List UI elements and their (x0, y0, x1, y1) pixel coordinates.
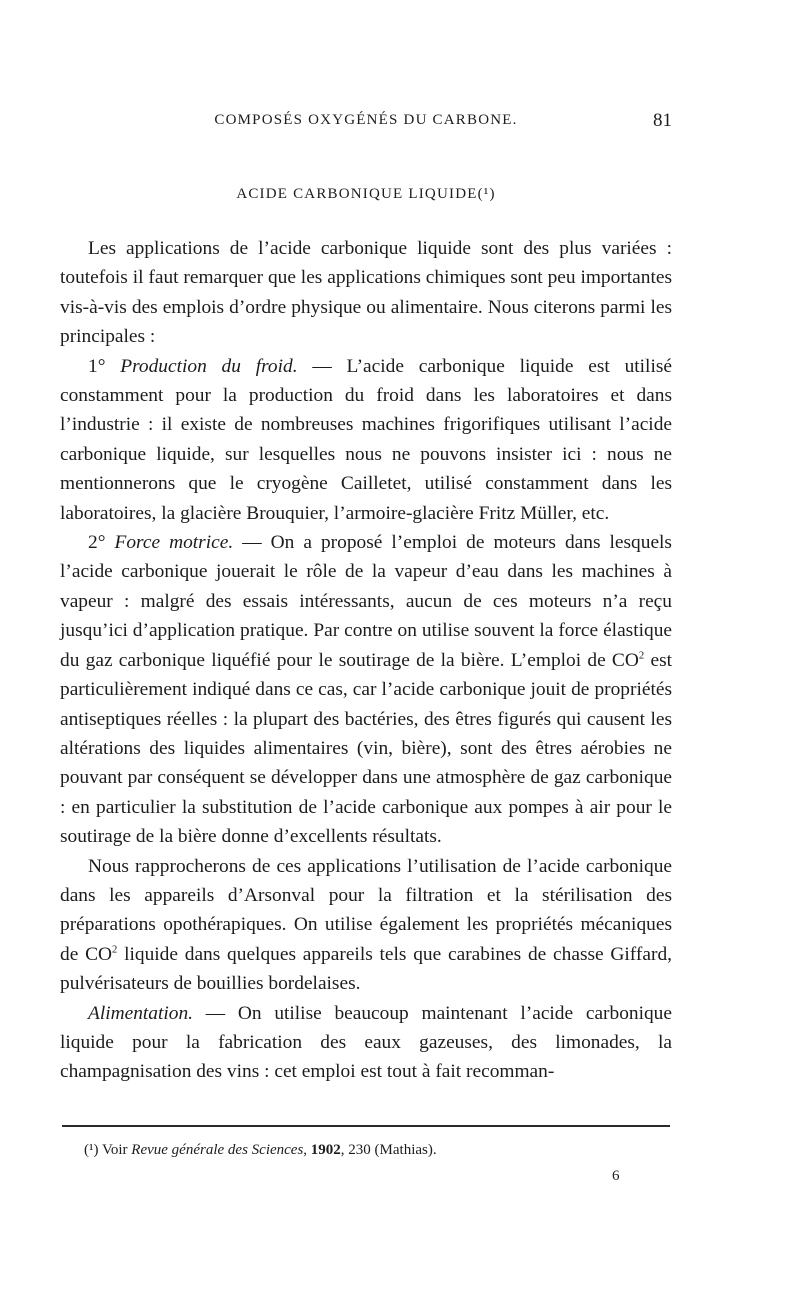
item-text-continued: est particulièrement indiqué dans ce cas, car l’acide carbonique jouit de propriétés antiseptiques réelles : la plupart des bactéries, des êtres figurés qui causent les altérations des liquides alimentaires (vin, bière), sont des êtres aérobies ne pouvant par conséquent se développer dans une atmosphère de gaz carbonique : en particulier la substitution de l’acide carbonique aux pompes à air pour le soutirage de la bière donne d’excellents résultats. (60, 649, 672, 848)
body-text (60, 234, 672, 1087)
footnote-separator: , (303, 1142, 311, 1158)
section-footnote-ref: (¹) (477, 186, 496, 202)
item-heading: Force motrice. (114, 532, 234, 554)
footnote-lead: Voir (98, 1142, 132, 1158)
paragraph-text-continued: liquide dans quelques appareils tels que carabines de chasse Giffard, pulvérisateurs de bouillies bordelaises. (60, 943, 672, 995)
paragraph-text: Nous rapprocherons de ces applications l’utilisation de l’acide carbonique dans les appareils d’Arsonval pour la filtration et la stérilisation des préparations opothérapiques. On utilise également les propriétés mécaniques de CO (60, 855, 672, 965)
page-number: 81 (653, 110, 672, 131)
footnote-rest: , 230 (Mathias). (340, 1142, 437, 1158)
item-number: 2° (88, 532, 106, 554)
item-text: — L’acide carbonique liquide est utilisé constamment pour la production du froid dans les laboratoires et dans l’industrie : il existe de nombreuses machines frigorifiques utilisant l’acide carbonique liquide, sur lesquelles nous ne pouvons insister ici : nous ne mentionnerons que le cryogène Cailletet, utilisé constamment dans les laboratoires, la glacière Brouquier, l’armoire-glacière Fritz Müller, etc. (60, 355, 672, 524)
paragraph-alimentation (60, 999, 672, 1087)
paragraph-force-motrice (60, 528, 672, 851)
footnote-journal: Revue générale des Sciences (131, 1142, 304, 1158)
footnote-year: 1902 (310, 1142, 341, 1158)
footnote-marker: (¹) (84, 1142, 99, 1158)
running-title: COMPOSÉS OXYGÉNÉS DU CARBONE. (214, 112, 518, 128)
item-text: — On a proposé l’emploi de moteurs dans lesquels l’acide carbonique jouerait le rôle de la vapeur d’eau dans les machines à vapeur : malgré des essais intéressants, aucun de ces moteurs n’a reçu jusqu’ici d’application pratique. Par contre on utilise souvent la force élastique du gaz carbonique liquéfié pour le soutirage de la bière. L’emploi de CO (60, 532, 672, 671)
footnote-rule (62, 1125, 670, 1127)
item-heading: Alimentation. (88, 1002, 194, 1024)
section-title (60, 186, 672, 203)
footnote (84, 1140, 664, 1160)
item-text: — On utilise beaucoup maintenant l’acide carbonique liquide pour la fabrication des eaux gazeuses, des limonades, la champagnisation des vins : cet emploi est tout à fait recomman- (60, 1002, 672, 1083)
section-title-text: ACIDE CARBONIQUE LIQUIDE (236, 186, 478, 202)
paragraph-intro: Les applications de l’acide carbonique liquide sont des plus variées : toutefois il faut remarquer que les applications chimiques sont peu importantes vis-à-vis des emplois d’ordre physique ou alimentaire. Nous citerons parmi les principales : (60, 238, 672, 348)
paragraph-production-du-froid (60, 352, 672, 528)
superscript: 2 (638, 649, 645, 662)
signature-mark: 6 (612, 1168, 620, 1184)
running-header (60, 112, 672, 142)
item-heading: Production du froid. (120, 355, 298, 377)
superscript: 2 (112, 943, 118, 956)
item-number: 1° (88, 355, 106, 377)
paragraph-arsonval (60, 852, 672, 999)
